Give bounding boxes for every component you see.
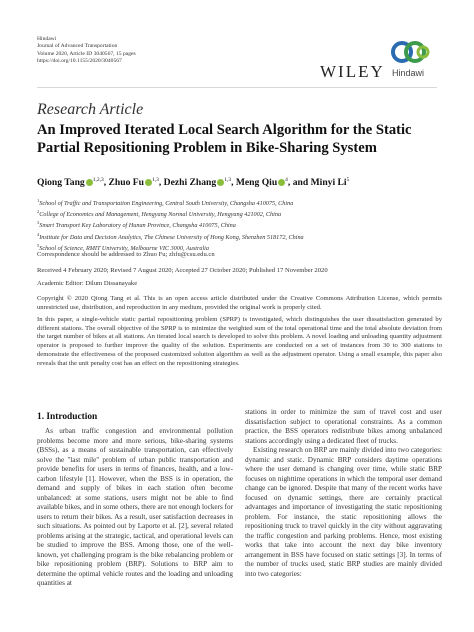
doi-link[interactable]: https://doi.org/10.1155/2020/3040567	[37, 58, 122, 65]
affiliation-line: $^1$School of Traffic and Transportation Engineering, Central South University, Changsha 410075, China	[37, 198, 294, 207]
affiliation-line: $^3$Smart Transport Key Laboratory of Hunan Province, Changsha 410075, China	[37, 220, 236, 230]
body-paragraph: As urban traffic congestion and environmental pollution problems become more and more serious, bike-sharing systems (BSSs), as a means of sustainable transportation, can effectively solve the "last mile" problem of urban public transportation and provide benefits for users in terms of finances, health, and a low-carbon lifestyle [1]. However, when the BSS is in operation, the demand and supply of bikes in each station often become unbalanced: at some stations, users might not be able to find available bikes, and in some others, there are not enough lockers for users to return their bikes. As a result, user satisfaction decreases in such situations. As pointed out by Laporte et al. [2], several related problems arising at the strategic, tactical, and operational levels can be studied to improve the BSS. Among those, one of the well-known, yet challenging program is the bike rebalancing problem or bike repositioning problem (BRP). Solutions to BRP aim to determine the optimal vehicle routes and the loading and unloading quantities at	[37, 427, 233, 587]
copyright-notice: Copyright © 2020 Qiong Tang et al. This is an open access article distributed under the Creative Commons Attribution License, which permits unrestricted use, distribution, and reproduction in any medium, provided the original work is properly cited.	[37, 295, 442, 311]
author-affiliation-marker: 1,3	[152, 177, 159, 183]
orcid-icon[interactable]	[86, 179, 93, 186]
author-name: Dezhi Zhang	[163, 177, 217, 188]
author-list: Qiong Tang $^{1,2,3}$, Zhuo Fu $^{1,3}$, Dezhi Zhang $^{1,3}$, Meng Qiu $^4$, and Minyi Li$^5$	[37, 177, 350, 188]
section-heading: 1. Introduction	[37, 412, 98, 422]
article-type: Research Article	[37, 101, 144, 118]
journal-name: Journal of Advanced Transportation	[37, 43, 118, 50]
academic-editor: Academic Editor: Dilum Dissanayake	[37, 280, 138, 287]
author-name: Minyi Li	[310, 177, 347, 188]
author-affiliation-marker: 1,3	[224, 177, 232, 183]
header-divider	[37, 87, 437, 88]
affiliation-line: $^5$School of Science, RMIT University, Melbourne VIC 3000, Australia	[37, 242, 209, 252]
publisher-name: Hindawi	[37, 36, 57, 42]
body-column-right	[245, 408, 442, 579]
correspondence: Correspondence should be addressed to Zhuo Fu; zhfu@csu.edu.cn	[37, 251, 215, 258]
author-affiliation-marker: 5	[346, 177, 350, 183]
body-paragraph: stations in order to minimize the sum of travel cost and user dissatisfaction subject to operational constraints. As a common practice, the BSS operators redistribute bikes among unbalanced stations accordingly using a dedicated fleet of trucks.	[245, 408, 442, 445]
author-name: Meng Qiu	[235, 177, 278, 188]
body-column-left	[37, 427, 233, 589]
hindawi-logo-icon	[391, 39, 431, 65]
publication-dates: Received 4 February 2020; Revised 7 August 2020; Accepted 27 October 2020; Published 17 November 2020	[37, 267, 328, 274]
orcid-icon[interactable]	[145, 179, 152, 186]
paper-title: An Improved Iterated Local Search Algorithm for the Static Partial Repositioning Problem in Bike-Sharing System	[37, 122, 412, 156]
author-name: Zhuo Fu	[108, 177, 144, 188]
affiliation-line: $^2$College of Economics and Management, Hengyang Normal University, Hengyang 421002, China	[37, 209, 282, 219]
affiliation-line: $^4$Institute for Data and Decision Analytics, The Chinese University of Hong Kong, Shenzhen 518172, China	[37, 231, 304, 241]
author-affiliation-marker: 4	[285, 177, 288, 183]
journal-meta	[37, 36, 136, 66]
author-name: Qiong Tang	[37, 177, 85, 188]
affiliations	[37, 197, 304, 253]
volume-line: Volume 2020, Article ID 3040567, 15 pages	[37, 50, 136, 57]
body-paragraph: Existing research on BRP are mainly divided into two categories: dynamic and static. Dynamic BRP considers daytime operations where the user demand is changing over time, while static BRP focuses on nighttime operations in which the temporal user demand change can be ignored. Despite that many of the recent works have focused on dynamic settings, there are certainly practical advantages and importance of investigating the static repositioning problem. For instance, the static repositioning allows the repositioning truck to travel quickly in the city without aggravating the traffic congestion and parking problems. Hence, most existing works that take into account the next day bike inventory arrangement in BSS have focused on static settings [3]. In terms of the number of trucks used, static BRP studies are mainly divided into two categories:	[245, 446, 442, 578]
wiley-logo: WILEY	[320, 62, 385, 81]
hindawi-wordmark: Hindawi	[392, 68, 425, 78]
abstract: In this paper, a single-vehicle static partial repositioning problem (SPRP) is investigated, which distinguishes the user dissatisfaction generated by different stations. The overall objective of the SPRP is to minimize the weighted sum of the total operational time and the total absolute deviation from the target number of bikes at all stations. An iterated local search is developed to solve this problem. A novel loading and unloading quantity adjustment operator is proposed to further improve the quality of the solution. Experiments are conducted on a set of instances from 30 to 300 stations to demonstrate the effectiveness of the proposed customized solution algorithm as well as the adjustment operator. Using a small example, this paper also reveals that the unit penalty cost has an effect on the repositioning strategies.	[37, 316, 442, 367]
author-affiliation-marker: 1,2,3	[92, 177, 104, 183]
